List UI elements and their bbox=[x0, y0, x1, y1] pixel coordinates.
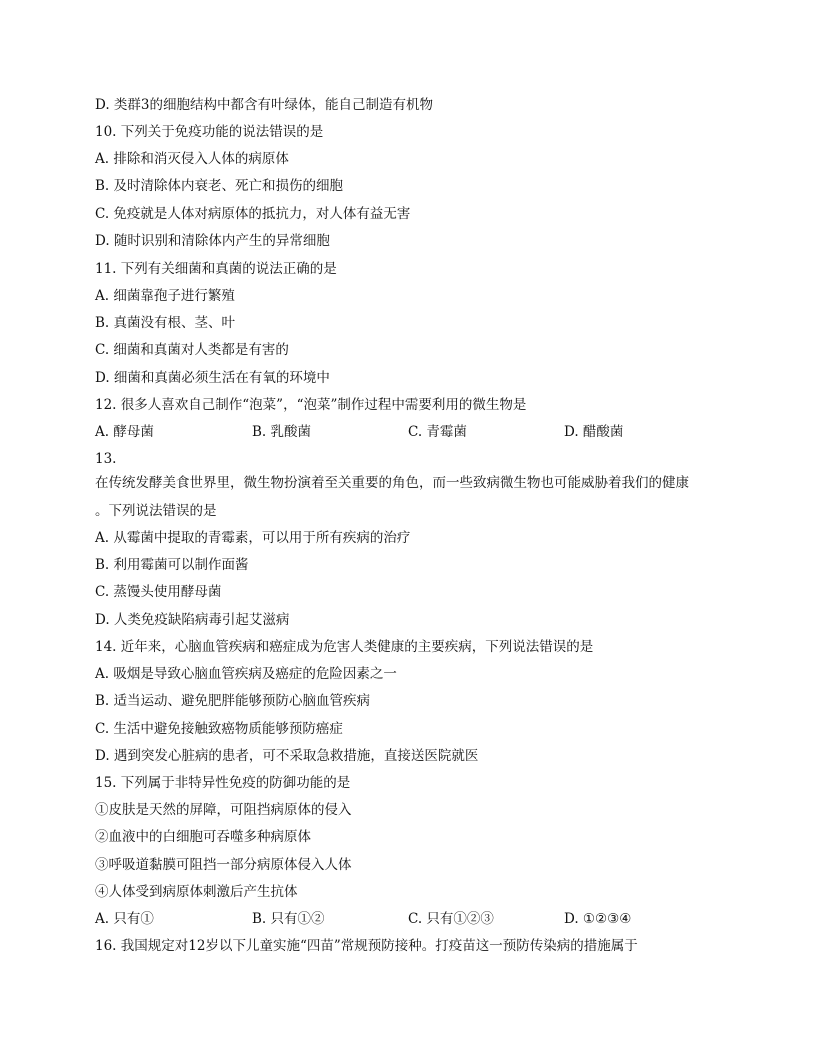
q10-option-a: A. 排除和消灭侵入人体的病原体 bbox=[95, 151, 289, 167]
q15-statement-1: ①皮肤是天然的屏障，可阻挡病原体的侵入 bbox=[95, 802, 352, 818]
q15-option-a: A. 只有① bbox=[95, 911, 154, 927]
q11-option-c: C. 细菌和真菌对人类都是有害的 bbox=[95, 342, 289, 358]
q10-stem: 10. 下列关于免疫功能的说法错误的是 bbox=[95, 124, 324, 140]
q13-stem: 在传统发酵美食世界里，微生物扮演着至关重要的角色，而一些致病微生物也可能威胁着我们的健康 bbox=[95, 475, 689, 491]
q11-option-b: B. 真菌没有根、茎、叶 bbox=[95, 315, 236, 331]
q15-statement-3: ③呼吸道黏膜可阻挡一部分病原体侵入人体 bbox=[95, 857, 352, 873]
q10-option-b: B. 及时清除体内衰老、死亡和损伤的细胞 bbox=[95, 178, 344, 194]
q13-option-d: D. 人类免疫缺陷病毒引起艾滋病 bbox=[95, 612, 290, 628]
q16-stem: 16. 我国规定对12岁以下儿童实施“四苗”常规预防接种。打疫苗这一预防传染病的措施属于 bbox=[95, 938, 638, 954]
q9-option-d: D. 类群3的细胞结构中都含有叶绿体，能自己制造有机物 bbox=[95, 97, 434, 113]
q12-option-b: B. 乳酸菌 bbox=[252, 424, 312, 440]
q10-option-d: D. 随时识别和清除体内产生的异常细胞 bbox=[95, 233, 330, 249]
q15-statement-4: ④人体受到病原体刺激后产生抗体 bbox=[95, 884, 298, 900]
q15-option-d: D. ①②③④ bbox=[564, 911, 632, 927]
q14-option-c: C. 生活中避免接触致癌物质能够预防癌症 bbox=[95, 721, 343, 737]
q11-option-d: D. 细菌和真菌必须生活在有氧的环境中 bbox=[95, 370, 330, 386]
q11-stem: 11. 下列有关细菌和真菌的说法正确的是 bbox=[95, 261, 337, 277]
q11-option-a: A. 细菌靠孢子进行繁殖 bbox=[95, 288, 235, 304]
q13-option-a: A. 从霉菌中提取的青霉素，可以用于所有疾病的治疗 bbox=[95, 530, 411, 546]
q14-option-b: B. 适当运动、避免肥胖能够预防心脑血管疾病 bbox=[95, 693, 371, 709]
q12-stem: 12. 很多人喜欢自己制作“泡菜”，“泡菜”制作过程中需要利用的微生物是 bbox=[95, 397, 527, 413]
q13-number: 13. bbox=[95, 451, 117, 467]
q12-option-a: A. 酵母菌 bbox=[95, 424, 154, 440]
q14-stem: 14. 近年来，心脑血管疾病和癌症成为危害人类健康的主要疾病，下列说法错误的是 bbox=[95, 639, 594, 655]
q15-option-c: C. 只有①②③ bbox=[408, 911, 494, 927]
q15-option-b: B. 只有①② bbox=[252, 911, 325, 927]
q13-option-c: C. 蒸馒头使用酵母菌 bbox=[95, 584, 222, 600]
q12-option-c: C. 青霉菌 bbox=[408, 424, 467, 440]
q14-option-d: D. 遇到突发心脏病的患者，可不采取急救措施，直接送医院就医 bbox=[95, 748, 479, 764]
q13-stem-cont: 。下列说法错误的是 bbox=[95, 503, 217, 519]
q15-stem: 15. 下列属于非特异性免疫的防御功能的是 bbox=[95, 775, 351, 791]
q14-option-a: A. 吸烟是导致心脑血管疾病及癌症的危险因素之一 bbox=[95, 666, 397, 682]
q15-statement-2: ②血液中的白细胞可吞噬多种病原体 bbox=[95, 829, 311, 845]
q12-option-d: D. 醋酸菌 bbox=[564, 424, 624, 440]
q13-option-b: B. 利用霉菌可以制作面酱 bbox=[95, 557, 249, 573]
q10-option-c: C. 免疫就是人体对病原体的抵抗力，对人体有益无害 bbox=[95, 206, 411, 222]
